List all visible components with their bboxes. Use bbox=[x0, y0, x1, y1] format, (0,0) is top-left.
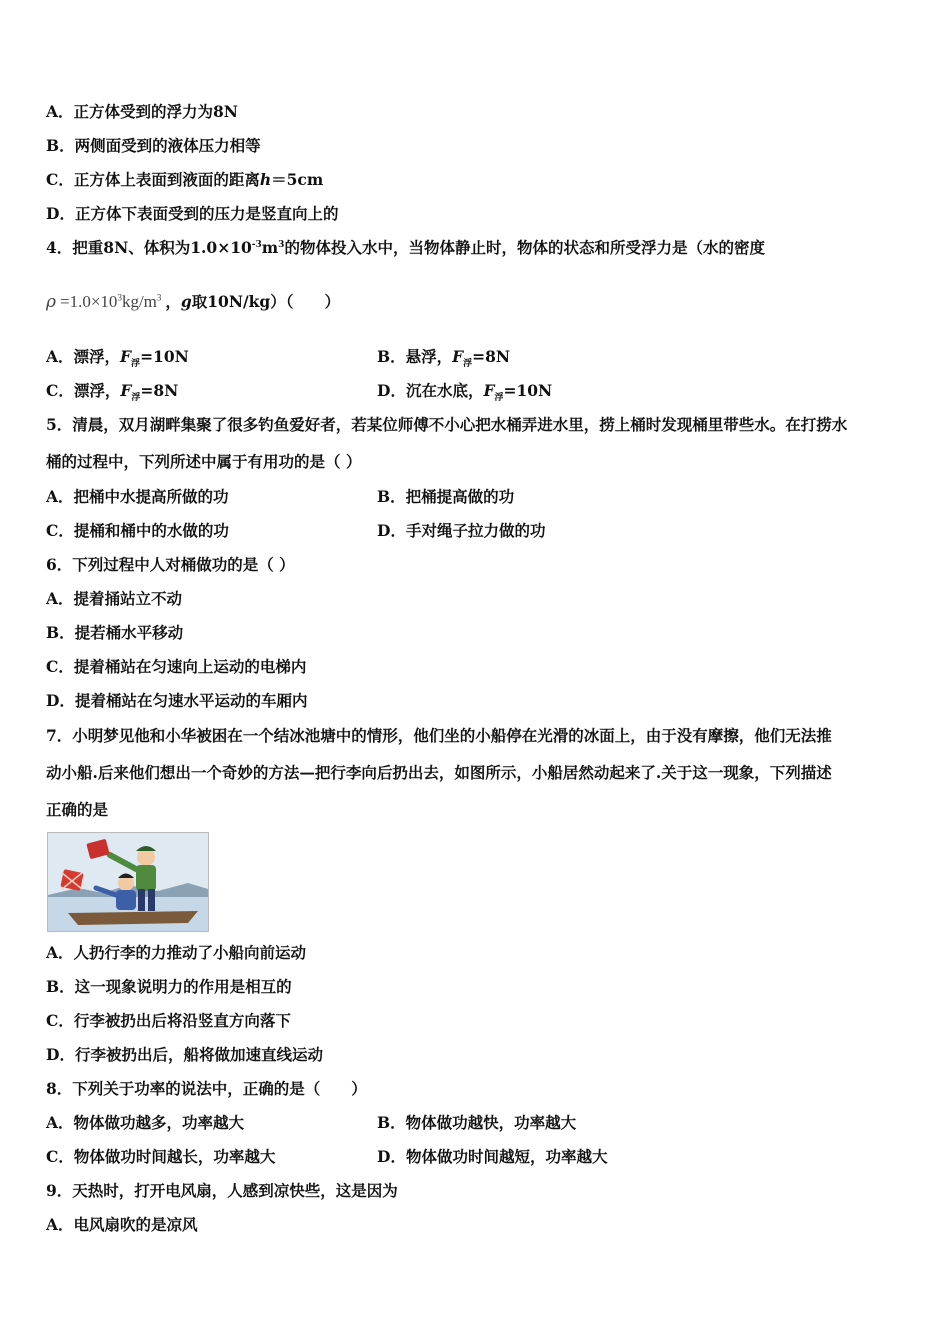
q9-stem: 9．天热时，打开电风扇，人感到凉快些，这是因为 bbox=[46, 1181, 398, 1200]
q6-stem: 6．下列过程中人对桶做功的是（ ） bbox=[46, 555, 295, 574]
q8-option-a: A．物体做功越多，功率越大 bbox=[46, 1113, 245, 1132]
q4-option-c: C．漂浮，$F_浮=8N$ bbox=[46, 381, 179, 404]
q3-option-a: A．正方体受到的浮力为8N bbox=[46, 102, 238, 121]
q7-stem-line3: 正确的是 bbox=[46, 800, 109, 819]
q4-density-formula bbox=[46, 290, 340, 312]
q5-option-c: C．提桶和桶中的水做的功 bbox=[46, 521, 229, 540]
q4-option-b: B．悬浮，$F_浮=8N$ bbox=[377, 347, 511, 370]
q5-option-d: D．手对绳子拉力做的功 bbox=[377, 521, 546, 540]
q4-option-d: D．沉在水底，$F_浮=10N$ bbox=[377, 381, 553, 404]
q5-stem-line1: 5．清晨，双月湖畔集聚了很多钓鱼爱好者，若某位师傅不小心把水桶弄进水里，捞上桶时发现桶里带些水。在打捞水 bbox=[46, 415, 848, 434]
q8-stem: 8．下列关于功率的说法中，正确的是（ ） bbox=[46, 1079, 367, 1098]
q7-stem-line1: 7．小明梦见他和小华被困在一个结冰池塘中的情形，他们坐的小船停在光滑的冰面上，由于没有摩擦，他们无法推 bbox=[46, 726, 832, 745]
rho-symbol: ρ bbox=[46, 292, 56, 312]
boat-illustration-svg bbox=[48, 833, 208, 931]
q7-option-c: C．行李被扔出后将沿竖直方向落下 bbox=[46, 1011, 291, 1030]
q7-stem-line2: 动小船.后来他们想出一个奇妙的方法—把行李向后扔出去，如图所示，小船居然动起来了.关于这一现象，下列描述 bbox=[46, 763, 832, 782]
q7-option-a: A．人扔行李的力推动了小船向前运动 bbox=[46, 943, 307, 962]
q7-option-d: D．行李被扔出后，船将做加速直线运动 bbox=[46, 1045, 323, 1064]
q3-option-c: C．正方体上表面到液面的距离h＝5cm bbox=[46, 170, 324, 189]
q3-option-b: B．两侧面受到的液体压力相等 bbox=[46, 136, 261, 155]
gravity-condition: ，g取10N/kg）（ ） bbox=[165, 292, 340, 311]
q6-option-c: C．提着桶站在匀速向上运动的电梯内 bbox=[46, 657, 307, 676]
q5-stem-line2: 桶的过程中，下列所述中属于有用功的是（ ） bbox=[46, 452, 362, 471]
q5-option-a: A．把桶中水提高所做的功 bbox=[46, 487, 229, 506]
q9-option-a: A．电风扇吹的是凉风 bbox=[46, 1215, 198, 1234]
boat-on-ice-illustration bbox=[47, 832, 209, 932]
q8-option-c: C．物体做功时间越长，功率越大 bbox=[46, 1147, 276, 1166]
q3-option-d: D．正方体下表面受到的压力是竖直向上的 bbox=[46, 204, 339, 223]
q6-option-d: D．提着桶站在匀速水平运动的车厢内 bbox=[46, 691, 308, 710]
q4-option-a: A．漂浮，$F_浮=10N$ bbox=[46, 347, 189, 370]
q8-option-d: D．物体做功时间越短，功率越大 bbox=[377, 1147, 608, 1166]
q6-option-b: B．提若桶水平移动 bbox=[46, 623, 184, 642]
q6-option-a: A．提着捅站立不动 bbox=[46, 589, 183, 608]
q5-option-b: B．把桶提高做的功 bbox=[377, 487, 515, 506]
q7-option-b: B．这一现象说明力的作用是相互的 bbox=[46, 977, 292, 996]
q8-option-b: B．物体做功越快，功率越大 bbox=[377, 1113, 577, 1132]
density-value: $=1.0\times 10^3kg/m^3$ bbox=[60, 292, 162, 311]
q4-stem: 4．把重8N、体积为$1.0\times 10^{-3}m^3$的物体投入水中，当物体静止时，物体的状态和所受浮力是（水的密度 bbox=[46, 238, 765, 257]
